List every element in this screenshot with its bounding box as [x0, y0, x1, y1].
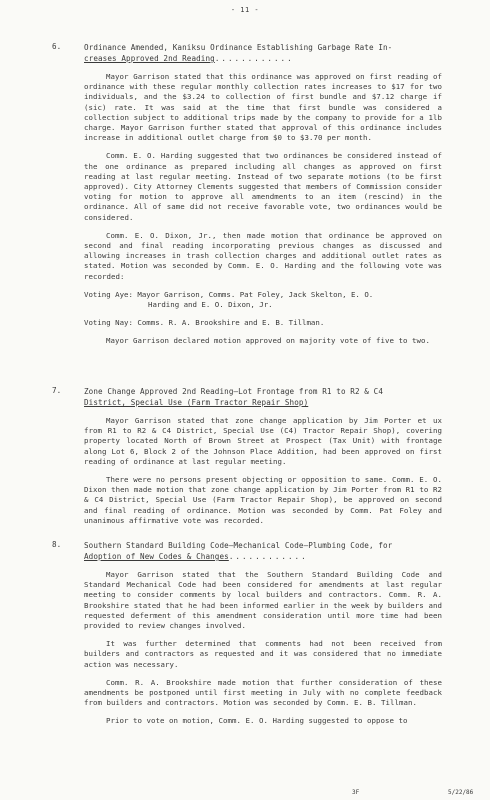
agenda-item-6 [52, 42, 442, 347]
agenda-item-7 [52, 386, 442, 526]
paragraph: There were no persons present objecting or opposition to same. Comm. E. O. Dixon then made motion that zone change application by Jim Porter from R1 to R2 & C4 District, Special Use (Farm Tractor Repair Shop), be approved on second and final reading of ordinance. Motion was seconded by Comm. Pat Foley and unanimous affirmative vote was recorded. [84, 475, 442, 525]
paragraph: Mayor Garrison stated that zone change application by Jim Porter et ux from R1 to R2 & C4 District, Special Use (C4) Tractor Repair Shop), covering property located North of Brown Street at Prospect (Tax Unit) with frontage along Lot 6, Block 2 of the Johnson Place Addition, had been approved on first reading of ordinance at last regular meeting. [84, 416, 442, 466]
item-title-line-1: Southern Standard Building Code—Mechanical Code—Plumbing Code, for [84, 541, 393, 550]
item-title-line-1: Zone Change Approved 2nd Reading—Lot Frontage from R1 to R2 & C4 [84, 387, 383, 396]
vote-line: Voting Aye: Mayor Garrison, Comms. Pat Foley, Jack Skelton, E. O. [84, 289, 374, 299]
item-title-line-1: Ordinance Amended, Kaniksu Ordinance Establishing Garbage Rate In- [84, 43, 393, 52]
item-title-line-2: Adoption of New Codes & Changes [84, 552, 229, 561]
item-title-line-2: creases Approved 2nd Reading [84, 54, 215, 63]
item-title: Ordinance Amended, Kaniksu Ordinance Establishing Garbage Rate In- creases Approved 2nd Reading............ [84, 42, 442, 64]
item-number: 8. [52, 540, 62, 549]
paragraph: Mayor Garrison stated that this ordinance was approved on first reading of ordinance with these regular monthly collection rates increases to $17 for two individuals, and the $3.24 to collection of first bundle and $7.12 charge if (sic) rate. It was said at the time that first bundle was considered a collection subject to additional trips made by the company to provide for a 1lb charge. Mayor Garrison further stated that approval of this ordinance includes increase in additional outlet charge from $0 to $3.70 per month. [84, 72, 442, 143]
page-number: - 11 - [230, 6, 260, 14]
vote-line-continued: Harding and E. O. Dixon, Jr. [148, 300, 273, 310]
item-title: Southern Standard Building Code—Mechanical Code—Plumbing Code, for Adoption of New Codes & Changes............ [84, 540, 442, 562]
footer-right-mark: 5/22/86 [448, 789, 474, 796]
vote-line: Voting Nay: Comms. R. A. Brookshire and E. B. Tillman. [84, 318, 325, 328]
agenda-item-8 [52, 540, 442, 727]
footer-left-mark: 3F [352, 789, 360, 796]
paragraph: Mayor Garrison stated that the Southern Standard Building Code and Standard Mechanical Code had been considered for amendments at last regular meeting to consider comments by local builders and contractors. Comm. R. A. Brookshire stated that he had been informed earlier in the week by builders and requested deferment of this amendment consideration until more time had been provided to review changes involved. [84, 570, 442, 631]
paragraph: It was further determined that comments had not been received from builders and contractors as requested and it was considered that no immediate action was necessary. [84, 639, 442, 669]
paragraph: Comm. R. A. Brookshire made motion that further consideration of these amendments be postponed until first meeting in July with no complete feedback from builders and contractors. Motion was seconded by Comm. E. B. Tillman. [84, 677, 442, 708]
item-number: 7. [52, 386, 62, 395]
item-title [84, 386, 442, 408]
paragraph: Comm. E. O. Harding suggested that two ordinances be considered instead of the one ordinance as prepared including all changes as approved on first reading at last regular meeting. Instead of two separate motions (to be first approved). City Attorney Clements suggested that members of Commission consider voting for motion to approve all amendments to an item (rescind) in the ordinance. All of same did not receive favorable vote, two ordinances would be considered. [84, 151, 442, 222]
item-title-line-2: District, Special Use (Farm Tractor Repair Shop) [84, 398, 309, 407]
closing-statement: Mayor Garrison declared motion approved on majority vote of five to two. [106, 336, 430, 346]
paragraph: Prior to vote on motion, Comm. E. O. Harding suggested to oppose to [106, 716, 408, 726]
vote-record-aye [84, 290, 442, 310]
item-number: 6. [52, 42, 62, 51]
paragraph: Comm. E. O. Dixon, Jr., then made motion that ordinance be approved on second and final reading incorporating previous changes as discussed and allowing increases in trash collection charges and additional outlet rates as stated. Motion was seconded by Comm. E. O. Harding and the following vote was recorded: [84, 230, 442, 281]
vote-record-nay [84, 318, 442, 328]
